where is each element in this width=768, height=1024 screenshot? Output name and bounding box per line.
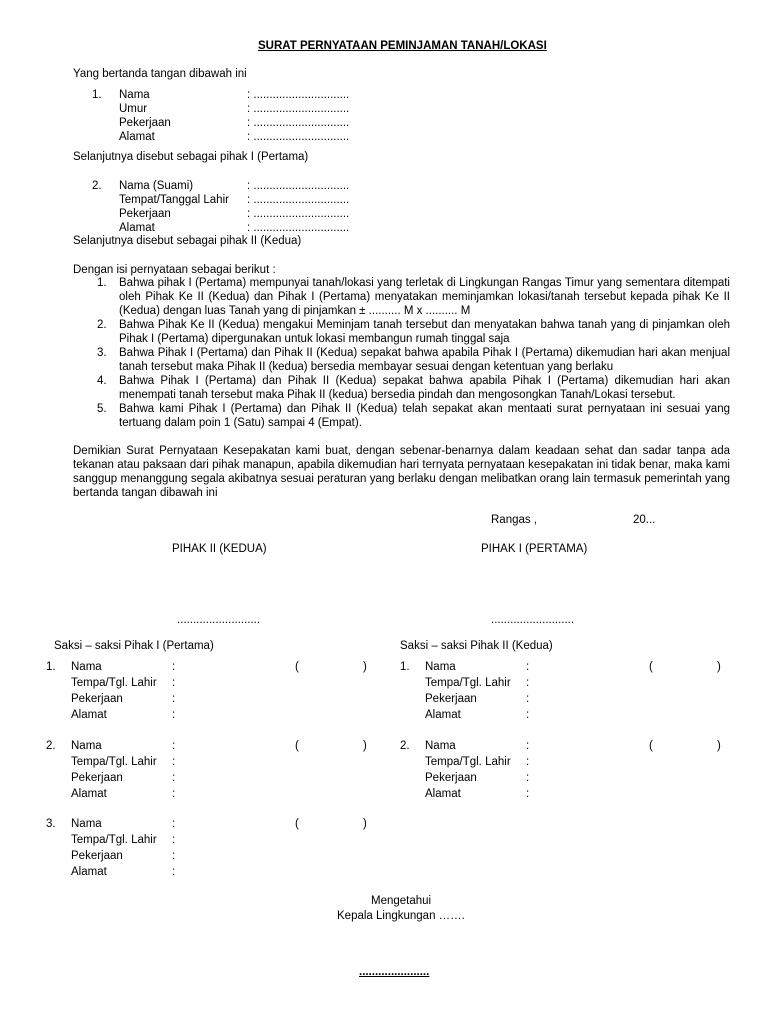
closing-paragraph: Demikian Surat Pernyataan Kesepakatan kami buat, dengan sebenar-benarnya dalam keadaan sehat dan sadar tanpa ada tekanan atau paksaan dari pihak manapun, apabila dikemudian hari ternyata pernyataan kesepakatan ini tidak benar, maka kami sanggup menanggung segala akibatnya sesuai peraturan yang berlaku dengan melibatkan orang lain termasuk pemerintah yang bertanda tangan dibawah ini [73, 445, 730, 499]
signature-paren-close: ) [717, 661, 721, 673]
witness-colon: : [526, 740, 530, 752]
witness-colon: : [526, 693, 530, 705]
witness-label: Tempa/Tgl. Lahir [71, 677, 157, 689]
acknowledge-text: Mengetahui [371, 895, 432, 907]
document-title: SURAT PERNYATAAN PEMINJAMAN TANAH/LOKASI [258, 40, 547, 52]
intro-text: Yang bertanda tangan dibawah ini [73, 68, 247, 80]
sign-left-dots: .......................... [177, 614, 261, 626]
witness-colon: : [526, 788, 530, 800]
witness-label: Pekerjaan [425, 693, 477, 705]
witness-colon: : [526, 756, 530, 768]
head-signature-dots: ...................... [359, 966, 430, 978]
witness-colon: : [172, 693, 176, 705]
witness-number: 1. [400, 661, 410, 673]
witness-label: Nama [71, 661, 102, 673]
party2-value-ttl: : .............................. [247, 194, 350, 206]
witness-number: 2. [400, 740, 410, 752]
party1-label-pekerjaan: Pekerjaan [119, 117, 171, 129]
year-text: 20... [633, 514, 656, 526]
witness-label: Nama [425, 740, 456, 752]
witness-label: Nama [71, 740, 102, 752]
signature-paren-open: ( [295, 740, 299, 752]
statement-intro: Dengan isi pernyataan sebagai berikut : [73, 264, 276, 276]
witness-label: Pekerjaan [71, 772, 123, 784]
witness-label: Alamat [71, 866, 107, 878]
signature-paren-close: ) [717, 740, 721, 752]
signature-paren-open: ( [295, 818, 299, 830]
witness-colon: : [172, 709, 176, 721]
party1-note: Selanjutnya disebut sebagai pihak I (Pertama) [73, 151, 309, 163]
witness-colon: : [172, 661, 176, 673]
witness-colon: : [172, 818, 176, 830]
witness-number: 1. [46, 661, 56, 673]
party2-value-nama: : .............................. [247, 180, 350, 192]
statement-number: 4. [97, 375, 107, 387]
party1-label-alamat: Alamat [119, 131, 155, 143]
statement-number: 5. [97, 403, 107, 415]
witness-colon: : [526, 661, 530, 673]
signature-paren-close: ) [363, 740, 367, 752]
signature-paren-open: ( [649, 740, 653, 752]
party2-label-pekerjaan: Pekerjaan [119, 208, 171, 220]
witness-number: 2. [46, 740, 56, 752]
party1-value-umur: : .............................. [247, 103, 350, 115]
witness-number: 3. [46, 818, 56, 830]
statement-number: 2. [97, 319, 107, 331]
witness-colon: : [172, 850, 176, 862]
witness-label: Alamat [71, 709, 107, 721]
party1-number: 1. [92, 89, 102, 101]
witness-right-title: Saksi – saksi Pihak II (Kedua) [400, 640, 553, 652]
witness-label: Pekerjaan [71, 850, 123, 862]
witness-label: Pekerjaan [71, 693, 123, 705]
signature-paren-close: ) [363, 661, 367, 673]
signature-paren-open: ( [649, 661, 653, 673]
witness-colon: : [526, 709, 530, 721]
witness-label: Nama [425, 661, 456, 673]
witness-colon: : [172, 788, 176, 800]
witness-colon: : [172, 677, 176, 689]
statement-text: Bahwa pihak I (Pertama) mempunyai tanah/lokasi yang terletak di Lingkungan Rangas Timur yang sementara ditempati oleh Pihak Ke II (Kedua) dan Pihak I (Pertama) menyatakan meminjamkan lokasi/tanah tersebut kepada pihak Ke II (Kedua) dengan luas Tanah yang di pinjamkan ± .......... M x .......... M [119, 277, 730, 317]
party2-note: Selanjutnya disebut sebagai pihak II (Kedua) [73, 235, 302, 247]
party2-label-ttl: Tempat/Tanggal Lahir [119, 194, 229, 206]
party2-number: 2. [92, 180, 102, 192]
witness-label: Alamat [71, 788, 107, 800]
party1-value-alamat: : .............................. [247, 131, 350, 143]
witness-label: Nama [71, 818, 102, 830]
statement-number: 1. [97, 277, 107, 289]
witness-colon: : [172, 740, 176, 752]
statement-text: Bahwa Pihak I (Pertama) dan Pihak II (Kedua) sepakat bahwa apabila Pihak I (Pertama) dikemudian hari akan menempati tanah tersebut maka Pihak II (kedua) bersedia pindah dan mengosongkan Tanah/Lokasi tersebut. [119, 375, 730, 401]
witness-colon: : [526, 772, 530, 784]
witness-label: Alamat [425, 709, 461, 721]
signature-paren-close: ) [363, 818, 367, 830]
statement-number: 3. [97, 347, 107, 359]
party1-value-pekerjaan: : .............................. [247, 117, 350, 129]
sign-right-label: PIHAK I (PERTAMA) [481, 543, 588, 555]
witness-colon: : [172, 772, 176, 784]
witness-label: Tempa/Tgl. Lahir [71, 834, 157, 846]
signature-paren-open: ( [295, 661, 299, 673]
witness-colon: : [172, 866, 176, 878]
head-text: Kepala Lingkungan ……. [337, 910, 465, 922]
witness-left-title: Saksi – saksi Pihak I (Pertama) [54, 640, 214, 652]
statement-text: Bahwa Pihak Ke II (Kedua) mengakui Meminjam tanah tersebut dan menyatakan bahwa tanah yang di pinjamkan oleh Pihak I (Pertama) dipergunakan untuk lokasi membangun rumah tinggal saja [119, 319, 730, 345]
sign-right-dots: .......................... [491, 614, 575, 626]
sign-left-label: PIHAK II (KEDUA) [172, 543, 267, 555]
witness-label: Tempa/Tgl. Lahir [425, 677, 511, 689]
statement-text: Bahwa kami Pihak I (Pertama) dan Pihak II (Kedua) telah sepakat akan mentaati surat pernyataan ini sesuai yang tertuang dalam poin 1 (Satu) sampai 4 (Empat). [119, 403, 730, 429]
witness-label: Pekerjaan [425, 772, 477, 784]
witness-label: Alamat [425, 788, 461, 800]
place-text: Rangas , [491, 514, 538, 526]
party2-value-pekerjaan: : .............................. [247, 208, 350, 220]
party2-label-alamat: Alamat [119, 222, 155, 234]
witness-colon: : [172, 756, 176, 768]
party1-label-nama: Nama [119, 89, 150, 101]
witness-label: Tempa/Tgl. Lahir [425, 756, 511, 768]
witness-colon: : [526, 677, 530, 689]
party2-label-nama: Nama (Suami) [119, 180, 194, 192]
witness-label: Tempa/Tgl. Lahir [71, 756, 157, 768]
statement-text: Bahwa Pihak I (Pertama) dan Pihak II (Kedua) sepakat bahwa apabila Pihak I (Pertama) dikemudian hari akan menjual tanah tersebut maka Pihak II (kedua) bersedia membayar sesuai dengan ketentuan yang berlaku [119, 347, 730, 373]
witness-colon: : [172, 834, 176, 846]
party1-label-umur: Umur [119, 103, 148, 115]
party2-value-alamat: : .............................. [247, 222, 350, 234]
party1-value-nama: : .............................. [247, 89, 350, 101]
